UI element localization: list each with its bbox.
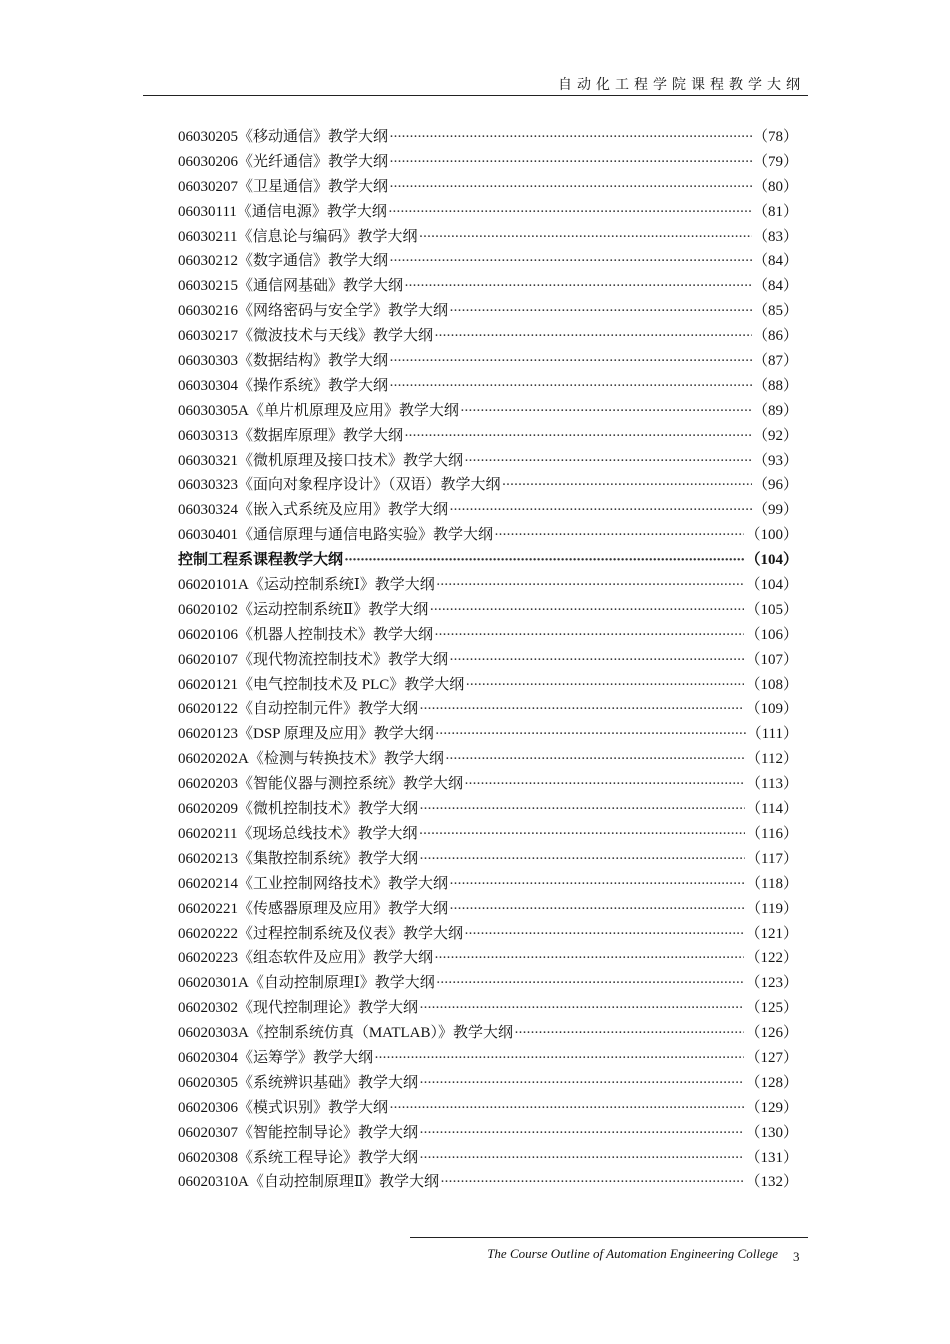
toc-entry-page: （111） — [746, 726, 798, 743]
toc-dot-leader — [502, 473, 752, 498]
header-rule — [143, 95, 808, 96]
toc-entry-code: 06020123 — [178, 726, 238, 743]
toc-entry-page: （88） — [752, 377, 798, 394]
toc-entry-title: 《检测与转换技术》教学大纲 — [248, 751, 444, 768]
toc-entry-title: 《DSP 原理及应用》教学大纲 — [238, 726, 434, 743]
toc-entry-code: 06020310A — [178, 1174, 249, 1191]
toc-entry-title: 《自动控制原理Ⅰ》教学大纲 — [248, 975, 435, 992]
toc-entry — [178, 922, 798, 947]
toc-entry-page: （126） — [745, 1025, 798, 1042]
footer-text: The Course Outline of Automation Engineering College — [487, 1246, 778, 1261]
toc-entry-page: （119） — [746, 900, 798, 917]
toc-entry-title: 《运动控制系统Ⅰ》教学大纲 — [248, 577, 435, 594]
toc-entry-code: 06020214 — [178, 875, 238, 892]
toc-entry-title: 《自动控制元件》教学大纲 — [238, 701, 419, 718]
toc-entry-title: 《现场总线技术》教学大纲 — [237, 825, 418, 842]
toc-entry-title: 《工业控制网络技术》教学大纲 — [238, 875, 449, 892]
toc-entry-page: （78） — [752, 129, 798, 145]
toc-dot-leader — [419, 697, 744, 722]
toc-entry-page: （128） — [745, 1074, 798, 1091]
toc-entry — [178, 473, 798, 498]
toc-entry — [178, 274, 798, 299]
toc-entry-page: （83） — [752, 228, 798, 245]
toc-entry-code: 06030216 — [178, 303, 238, 320]
toc-entry — [178, 1021, 798, 1046]
toc-entry — [178, 1146, 798, 1171]
toc-entry-code: 06030324 — [178, 502, 238, 519]
toc-entry-code: 06030313 — [178, 427, 238, 444]
toc-entry-code: 06020221 — [178, 900, 238, 917]
toc-entry-code: 06030321 — [178, 452, 238, 469]
toc-entry-code: 06030401 — [178, 527, 238, 544]
toc-dot-leader — [404, 424, 752, 449]
toc-entry — [178, 722, 798, 747]
toc-entry-code: 06020203 — [178, 776, 238, 793]
toc-dot-leader — [435, 722, 746, 747]
toc-entry-code: 06020121 — [178, 676, 238, 693]
toc-dot-leader — [464, 922, 744, 947]
toc-entry-page: （79） — [752, 153, 798, 170]
toc-entry-code: 06030323 — [178, 477, 238, 494]
toc-entry-title: 《嵌入式系统及应用》教学大纲 — [238, 502, 449, 519]
toc-entry-code: 06020302 — [178, 1000, 238, 1017]
footer-rule — [410, 1237, 808, 1238]
toc-dot-leader — [434, 324, 752, 349]
toc-entry — [178, 971, 798, 996]
toc-entry-page: （104） — [745, 577, 798, 594]
toc-entry-page: （99） — [752, 502, 798, 519]
toc-dot-leader — [419, 847, 745, 872]
toc-entry-title: 《运动控制系统Ⅱ》教学大纲 — [238, 601, 429, 618]
toc-entry-code: 06020202A — [178, 751, 249, 768]
toc-entry-code: 06030305A — [178, 402, 249, 419]
toc-entry — [178, 996, 798, 1021]
toc-entry-title: 《微机原理及接口技术》教学大纲 — [238, 452, 464, 469]
toc-dot-leader — [419, 1121, 744, 1146]
toc-entry-code: 06030303 — [178, 353, 238, 370]
toc-entry-page: （81） — [752, 203, 798, 220]
toc-dot-leader — [464, 772, 745, 797]
toc-entry-page: （114） — [746, 801, 798, 818]
toc-dot-leader — [389, 150, 752, 175]
toc-entry-code: 06020101A — [178, 577, 249, 594]
toc-entry-title: 《集散控制系统》教学大纲 — [238, 850, 419, 867]
toc-entry-page: （116） — [746, 825, 798, 842]
toc-entry-code: 06020307 — [178, 1124, 238, 1141]
toc-dot-leader — [418, 225, 752, 250]
toc-entry-page: （104） — [745, 552, 798, 569]
toc-entry — [178, 897, 798, 922]
toc-dot-leader — [465, 673, 744, 698]
toc-dot-leader — [404, 274, 752, 299]
toc-entry-title: 《微机控制技术》教学大纲 — [238, 801, 419, 818]
toc-entry-title: 《通信原理与通信电路实验》教学大纲 — [238, 527, 494, 544]
toc-dot-leader — [494, 523, 744, 548]
toc-entry — [178, 946, 798, 971]
toc-entry-code: 06030304 — [178, 377, 238, 394]
toc-entry-code: 06020222 — [178, 925, 238, 942]
toc-entry-title: 《操作系统》教学大纲 — [238, 377, 389, 394]
toc-entry — [178, 449, 798, 474]
toc-entry-title: 《面向对象程序设计》（双语）教学大纲 — [238, 477, 501, 494]
toc-entry-page: （132） — [745, 1174, 798, 1191]
toc-entry — [178, 424, 798, 449]
toc-entry-code: 06020308 — [178, 1149, 238, 1166]
toc-entry — [178, 523, 798, 548]
toc-entry — [178, 399, 798, 424]
toc-entry-page: （125） — [745, 1000, 798, 1017]
toc-entry-title: 《现代控制理论》教学大纲 — [238, 1000, 419, 1017]
toc-entry — [178, 299, 798, 324]
toc-entry — [178, 225, 798, 250]
toc-entry — [178, 175, 798, 200]
toc-entry-code: 06030111 — [178, 203, 237, 220]
toc-dot-leader — [429, 598, 744, 623]
toc-entry — [178, 573, 798, 598]
toc-entry — [178, 872, 798, 897]
toc-entry-page: （117） — [746, 850, 798, 867]
toc-entry-title: 《智能控制导论》教学大纲 — [238, 1124, 419, 1141]
toc-dot-leader — [460, 399, 752, 424]
toc-entry — [178, 1046, 798, 1071]
toc-entry — [178, 797, 798, 822]
toc-entry-page: （89） — [752, 402, 798, 419]
toc-entry-code: 06030212 — [178, 253, 238, 270]
toc-entry-code: 06020102 — [178, 601, 238, 618]
toc-entry — [178, 200, 798, 225]
toc-entry-title: 《控制系统仿真（MATLAB）》教学大纲 — [248, 1025, 514, 1042]
table-of-contents — [178, 125, 798, 1195]
toc-entry — [178, 697, 798, 722]
toc-section-heading — [178, 548, 798, 573]
toc-dot-leader — [344, 548, 744, 573]
toc-entry-code: 06020107 — [178, 651, 238, 668]
toc-entry-title: 《系统工程导论》教学大纲 — [238, 1149, 419, 1166]
toc-dot-leader — [389, 374, 752, 399]
toc-entry-code: 06020106 — [178, 626, 238, 643]
toc-entry — [178, 598, 798, 623]
toc-entry — [178, 822, 798, 847]
toc-dot-leader — [374, 1046, 744, 1071]
toc-dot-leader — [440, 1170, 744, 1195]
toc-entry-code: 06030217 — [178, 328, 238, 345]
toc-entry-page: （86） — [752, 328, 798, 345]
toc-entry-code: 06030215 — [178, 278, 238, 295]
toc-entry — [178, 1170, 798, 1195]
toc-entry — [178, 673, 798, 698]
toc-entry — [178, 1096, 798, 1121]
toc-entry-page: （100） — [745, 527, 798, 544]
toc-entry-code: 06020209 — [178, 801, 238, 818]
toc-entry-title: 控制工程系课程教学大纲 — [178, 552, 344, 569]
toc-entry-page: （123） — [745, 975, 798, 992]
toc-entry-title: 《组态软件及应用》教学大纲 — [238, 950, 434, 967]
running-header-title: 自动化工程学院课程教学大纲 — [558, 77, 805, 93]
toc-entry-page: （118） — [746, 875, 798, 892]
toc-entry-title: 《系统辨识基础》教学大纲 — [238, 1074, 419, 1091]
toc-dot-leader — [514, 1021, 744, 1046]
toc-entry-title: 《电气控制技术及 PLC》教学大纲 — [238, 676, 465, 693]
toc-entry-title: 《卫星通信》教学大纲 — [238, 178, 389, 195]
toc-entry-title: 《传感器原理及应用》教学大纲 — [238, 900, 449, 917]
toc-dot-leader — [388, 200, 752, 225]
toc-dot-leader — [419, 1071, 744, 1096]
toc-dot-leader — [389, 349, 752, 374]
toc-dot-leader — [389, 1096, 744, 1121]
toc-entry-page: （121） — [745, 925, 798, 942]
toc-entry-page: （87） — [752, 353, 798, 370]
toc-entry — [178, 847, 798, 872]
toc-dot-leader — [449, 299, 752, 324]
toc-entry-code: 06020306 — [178, 1099, 238, 1116]
toc-entry-title: 《信息论与编码》教学大纲 — [237, 228, 418, 245]
toc-entry-code: 06020122 — [178, 701, 238, 718]
toc-dot-leader — [445, 747, 745, 772]
toc-entry-code: 06020213 — [178, 850, 238, 867]
toc-entry-code: 06020305 — [178, 1074, 238, 1091]
toc-dot-leader — [419, 1146, 744, 1171]
toc-entry-title: 《通信电源》教学大纲 — [236, 203, 387, 220]
toc-entry-title: 《微波技术与天线》教学大纲 — [238, 328, 434, 345]
toc-entry-page: （122） — [745, 950, 798, 967]
toc-entry-code: 06030205 — [178, 129, 238, 145]
toc-dot-leader — [434, 623, 744, 648]
toc-entry — [178, 349, 798, 374]
toc-entry-code: 06020301A — [178, 975, 249, 992]
toc-entry-code: 06020303A — [178, 1025, 249, 1042]
toc-entry-page: （93） — [752, 452, 798, 469]
toc-entry-title: 《数据结构》教学大纲 — [238, 353, 389, 370]
toc-entry — [178, 249, 798, 274]
toc-entry-title: 《运筹学》教学大纲 — [238, 1049, 374, 1066]
toc-entry-page: （80） — [752, 178, 798, 195]
toc-entry — [178, 1121, 798, 1146]
toc-entry — [178, 747, 798, 772]
toc-entry — [178, 125, 798, 150]
toc-entry-title: 《模式识别》教学大纲 — [238, 1099, 389, 1116]
toc-entry-page: （108） — [745, 676, 798, 693]
toc-entry-page: （109） — [745, 701, 798, 718]
toc-entry — [178, 648, 798, 673]
toc-entry-page: （129） — [745, 1099, 798, 1116]
toc-entry-page: （130） — [745, 1124, 798, 1141]
toc-entry — [178, 324, 798, 349]
toc-dot-leader — [449, 648, 744, 673]
toc-entry-code: 06020304 — [178, 1049, 238, 1066]
toc-entry-page: （107） — [745, 651, 798, 668]
toc-entry-title: 《机器人控制技术》教学大纲 — [238, 626, 434, 643]
toc-entry-title: 《数据库原理》教学大纲 — [238, 427, 404, 444]
toc-entry-page: （127） — [745, 1049, 798, 1066]
toc-entry-page: （105） — [745, 601, 798, 618]
toc-entry — [178, 623, 798, 648]
toc-entry-page: （84） — [752, 253, 798, 270]
toc-entry-page: （112） — [746, 751, 798, 768]
toc-dot-leader — [389, 175, 752, 200]
toc-entry-title: 《网络密码与安全学》教学大纲 — [238, 303, 449, 320]
toc-entry-title: 《通信网基础》教学大纲 — [238, 278, 404, 295]
toc-entry-code: 06030206 — [178, 153, 238, 170]
toc-entry-title: 《光纤通信》教学大纲 — [238, 153, 389, 170]
toc-dot-leader — [419, 996, 744, 1021]
toc-entry-title: 《单片机原理及应用》教学大纲 — [248, 402, 459, 419]
toc-entry — [178, 150, 798, 175]
toc-entry-title: 《数字通信》教学大纲 — [238, 253, 389, 270]
toc-entry-page: （96） — [752, 477, 798, 494]
toc-entry-code: 06020211 — [178, 825, 238, 842]
toc-entry-code: 06030207 — [178, 178, 238, 195]
toc-entry-title: 《现代物流控制技术》教学大纲 — [238, 651, 449, 668]
toc-dot-leader — [449, 872, 745, 897]
toc-entry — [178, 374, 798, 399]
toc-entry — [178, 772, 798, 797]
toc-dot-leader — [389, 249, 752, 274]
toc-entry-code: 06030211 — [178, 228, 238, 245]
toc-entry-title: 《智能仪器与测控系统》教学大纲 — [238, 776, 464, 793]
toc-dot-leader — [449, 498, 752, 523]
toc-dot-leader — [419, 797, 745, 822]
toc-dot-leader — [436, 971, 745, 996]
toc-entry-title: 《过程控制系统及仪表》教学大纲 — [238, 925, 464, 942]
toc-entry-page: （84） — [752, 278, 798, 295]
toc-entry-page: （92） — [752, 427, 798, 444]
toc-entry — [178, 498, 798, 523]
toc-dot-leader — [434, 946, 744, 971]
toc-entry — [178, 1071, 798, 1096]
toc-dot-leader — [449, 897, 745, 922]
toc-entry-page: （113） — [746, 776, 798, 793]
toc-dot-leader — [464, 449, 752, 474]
toc-dot-leader — [436, 573, 745, 598]
toc-dot-leader — [418, 822, 745, 847]
toc-entry-code: 06020223 — [178, 950, 238, 967]
toc-entry-page: （131） — [745, 1149, 798, 1166]
page-number: 3 — [793, 1249, 800, 1264]
toc-entry-title: 《自动控制原理Ⅱ》教学大纲 — [248, 1174, 440, 1191]
toc-dot-leader — [389, 125, 752, 150]
toc-entry-page: （106） — [745, 626, 798, 643]
toc-entry-title: 《移动通信》教学大纲 — [238, 129, 389, 145]
toc-entry-page: （85） — [752, 303, 798, 320]
